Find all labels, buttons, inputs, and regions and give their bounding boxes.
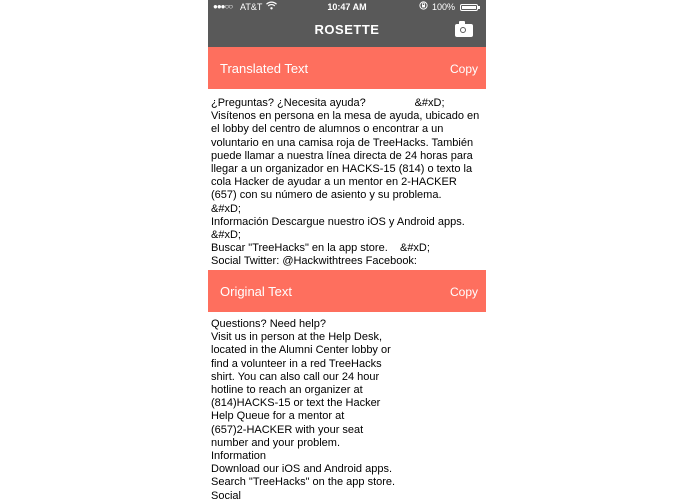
app-title: ROSETTE: [314, 22, 380, 37]
original-text-label: Original Text: [220, 284, 293, 299]
original-text-body[interactable]: Questions? Need help? Visit us in person at the Help Desk, located in the Alumni Center lobby or find a volunteer in a red TreeHacks shirt. You can also call our 24 hour hotline to reach an organizer at (814)HACKS-15 or text the Hacker Help Queue for a mentor at (657)2-HACKER with your seat number and your problem. Information Download our iOS and Android apps. Search "TreeHacks" on the app store. Social: [211, 318, 396, 502]
phone-screen: [208, 0, 486, 502]
translated-text-header: [208, 47, 486, 89]
original-text-header: [208, 270, 486, 312]
translated-text-label: Translated Text: [220, 61, 309, 76]
status-bar: [208, 0, 486, 14]
rotation-lock-icon: [419, 0, 428, 14]
battery-icon: [460, 4, 478, 11]
carrier-label: AT&T: [240, 2, 263, 12]
battery-percent: 100%: [432, 2, 456, 12]
translated-text-body[interactable]: ¿Preguntas? ¿Necesita ayuda? &#xD; Visítenos en persona en la mesa de ayuda, ubicado en el lobby del centro de alumnos o encontrar a un voluntario en una camisa roja de TreeHacks. También puede llamar a nuestra línea directa de 24 horas para llegar a un organizador en HACKS-15 (814) o texto la cola Hacker de ayudar a un mentor en 2-HACKER (657) con su número de asiento y su problema. &#xD; Información Descargue nuestro iOS y Android apps. &#xD; Buscar "TreeHacks" en la app store. &#xD; Social Twitter: @Hackwithtrees Facebook:: [211, 97, 480, 268]
signal-strength: ●●●○○: [213, 2, 233, 11]
clock: 10:47 AM: [327, 2, 367, 12]
copy-translated-button[interactable]: Copy: [449, 62, 478, 76]
copy-original-button[interactable]: Copy: [449, 285, 478, 299]
camera-icon[interactable]: [455, 24, 473, 37]
navigation-bar: [208, 0, 486, 47]
